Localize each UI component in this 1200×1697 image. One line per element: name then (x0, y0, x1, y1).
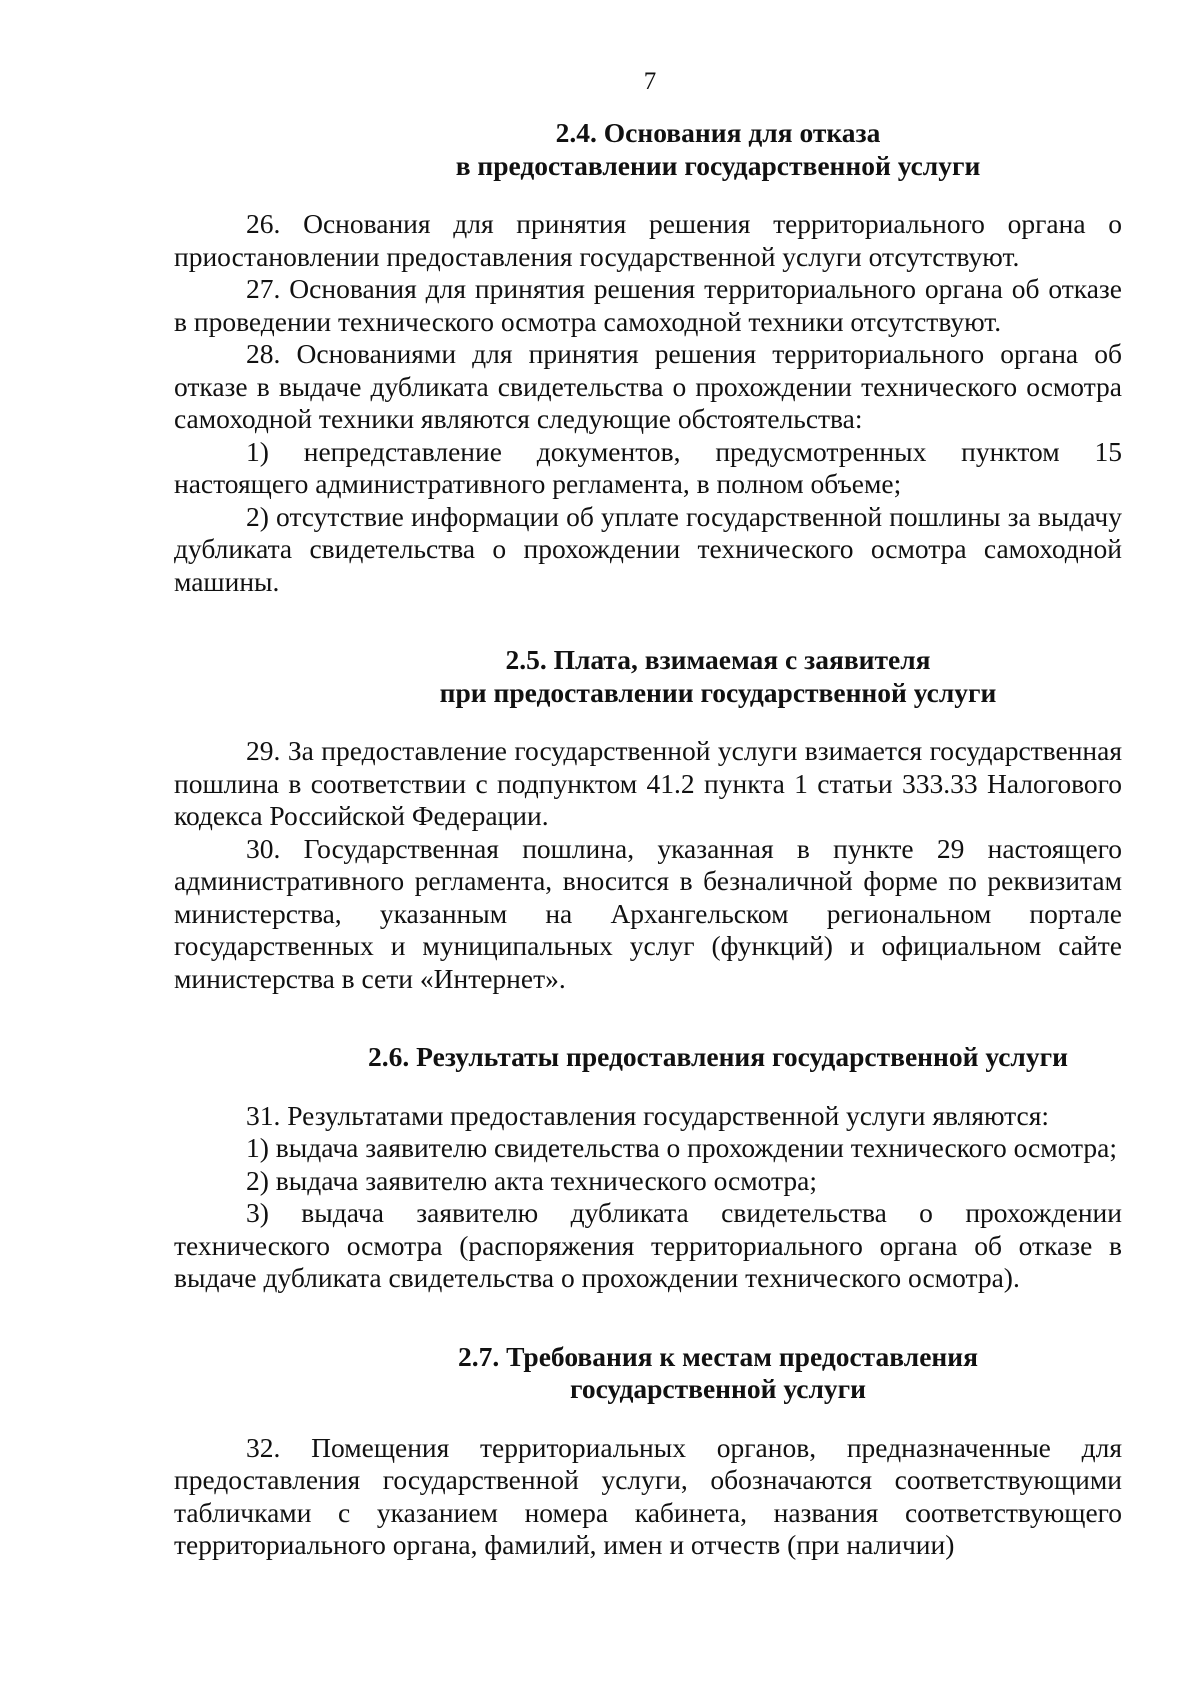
section-heading (174, 1041, 1122, 1074)
section-2-5 (174, 644, 1122, 995)
section-heading (174, 117, 1122, 182)
section-2-6 (174, 1041, 1122, 1295)
paragraph-31-item-2: 2) выдача заявителю акта технического осмотра; (246, 1164, 817, 1196)
paragraph-26: 26. Основания для принятия решения территориального органа о приостановлении предоставления государственной услуги отсутствуют. (174, 208, 1122, 272)
section-heading (174, 644, 1122, 709)
paragraph-31-item-3: 3) выдача заявителю дубликата свидетельства о прохождении технического осмотра (распоряжения территориального органа об отказе в выдаче дубликата свидетельства о прохождении технического осмотра). (174, 1197, 1122, 1293)
heading-line: 2.6. Результаты предоставления государственной услуги (368, 1041, 1068, 1072)
page-number: 7 (643, 68, 657, 95)
heading-line: государственной услуги (570, 1373, 866, 1404)
paragraph-30: 30. Государственная пошлина, указанная в пункте 29 настоящего административного регламента, вносится в безналичной форме по реквизитам министерства, указанным на Архангельском региональном портале государственных и муниципальных услуг (функций) и официальном сайте министерства в сети «Интернет». (174, 832, 1122, 994)
paragraph-27: 27. Основания для принятия решения территориального органа об отказе в проведении технического осмотра самоходной техники отсутствуют. (174, 273, 1122, 337)
section-heading (174, 1341, 1122, 1406)
heading-line: в предоставлении государственной услуги (455, 149, 981, 181)
paragraph-28-item-2: 2) отсутствие информации об уплате государственной пошлины за выдачу дубликата свидетельства о прохождении технического осмотра самоходной машины. (174, 500, 1122, 597)
paragraph-29: 29. За предоставление государственной услуги взимается государственная пошлина в соответствии с подпунктом 41.2 пункта 1 статьи 333.33 Налогового кодекса Российской Федерации. (174, 735, 1122, 831)
heading-line: при предоставлении государственной услуги (439, 676, 997, 708)
section-2-4 (174, 117, 1122, 598)
paragraph-28: 28. Основаниями для принятия решения территориального органа об отказе в выдаче дубликата свидетельства о прохождении технического осмотра самоходной техники являются следующие обстоятельства: (174, 338, 1122, 434)
heading-line: 2.5. Плата, взимаемая с заявителя (505, 644, 931, 675)
paragraph-32: 32. Помещения территориальных органов, предназначенные для предоставления государственной услуги, обозначаются соответствующими табличками с указанием номера кабинета, названия соответствующего территориального органа, фамилий, имен и отчеств (при наличии) (174, 1431, 1122, 1560)
paragraph-31-item-1: 1) выдача заявителю свидетельства о прохождении технического осмотра; (246, 1132, 1117, 1163)
paragraph-28-item-1: 1) непредставление документов, предусмотренных пунктом 15 настоящего административного регламента, в полном объеме; (174, 435, 1122, 499)
section-2-7 (174, 1341, 1122, 1562)
paragraph-31: 31. Результатами предоставления государственной услуги являются: (246, 1099, 1050, 1131)
heading-line: 2.4. Основания для отказа (555, 117, 881, 148)
document-body (174, 117, 1122, 1562)
heading-line: 2.7. Требования к местам предоставления (458, 1340, 978, 1372)
